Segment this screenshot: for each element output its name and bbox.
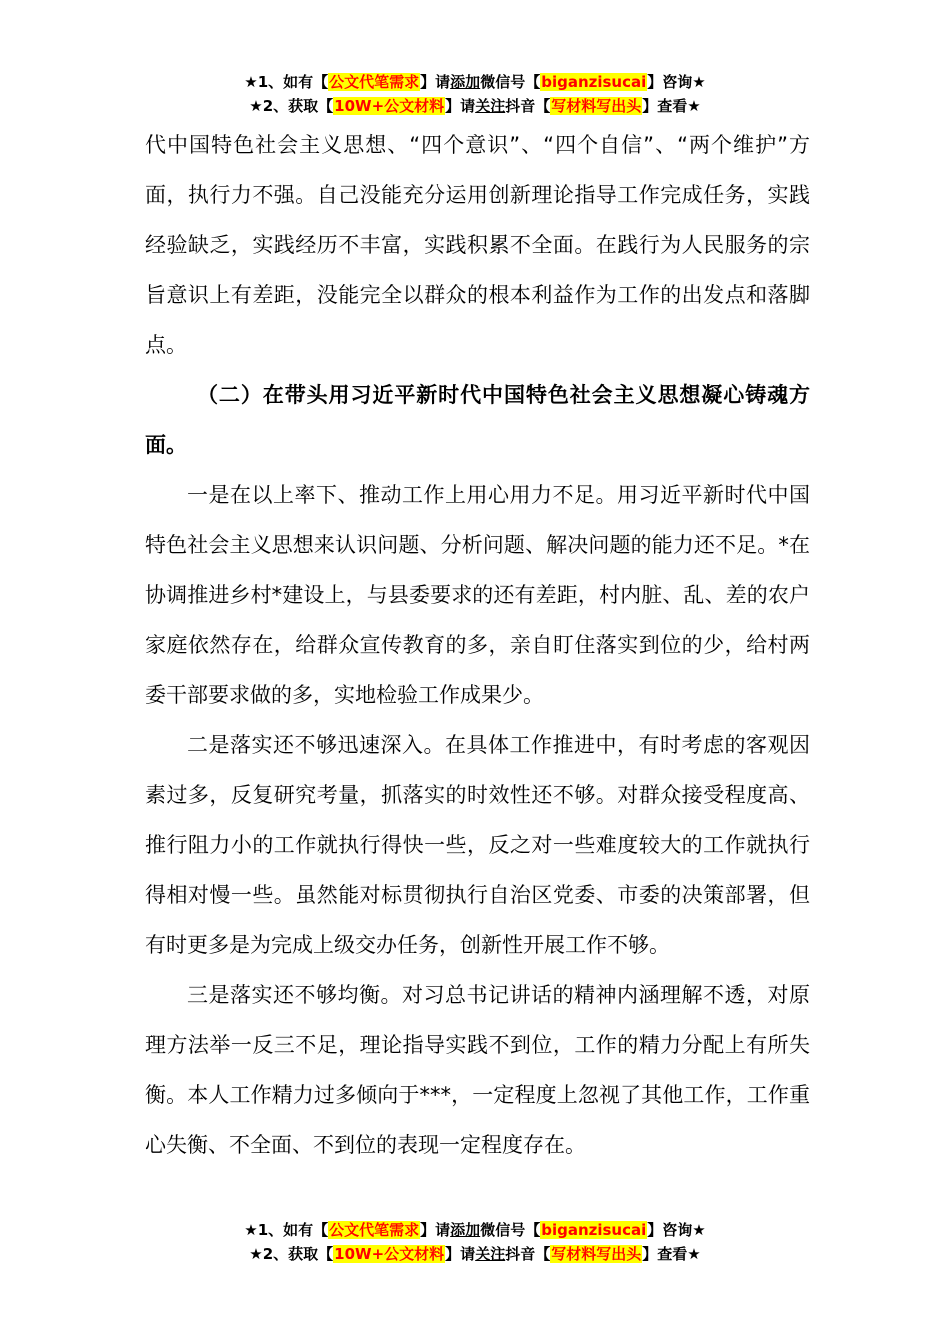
banner-line-materials — [0, 1242, 950, 1266]
star-icon: ★ — [687, 97, 701, 115]
underlined-text: 关注 — [475, 97, 506, 115]
banner-text: 抖音【 — [505, 97, 551, 115]
banner-line-consult — [0, 70, 950, 94]
star-icon: ★ — [692, 1221, 706, 1239]
highlight-materials: 10W+公文材料 — [334, 97, 445, 115]
banner-text: 】咨询 — [647, 1221, 693, 1239]
banner-line-consult — [0, 1218, 950, 1242]
highlight-douyin: 写材料写出头 — [551, 97, 642, 115]
paragraph-continued: 代中国特色社会主义思想、“四个意识”、“四个自信”、“两个维护”方面，执行力不强。自己没能充分运用创新理论指导工作完成任务，实践经验缺乏，实践经历不丰富，实践积累不全面。在践行为人民服务的宗旨意识上有差距，没能完全以群众的根本利益作为工作的出发点和落脚点。 — [145, 133, 810, 357]
banner-text: 】咨询 — [647, 73, 693, 91]
document-body — [145, 120, 810, 1170]
star-icon: ★ — [244, 1221, 258, 1239]
banner-text: 2、获取【 — [262, 97, 334, 115]
header-banner — [0, 70, 950, 118]
highlight-service: 公文代笔需求 — [329, 73, 420, 91]
highlight-wechat-id: biganzisucai — [541, 1221, 647, 1239]
star-icon: ★ — [249, 97, 263, 115]
underlined-text: 添加 — [450, 1221, 481, 1239]
highlight-wechat-id: biganzisucai — [541, 73, 647, 91]
banner-text: 】查看 — [642, 97, 688, 115]
banner-text: 2、获取【 — [262, 1245, 334, 1263]
banner-text: 1、如有【 — [257, 73, 329, 91]
banner-text: 1、如有【 — [257, 1221, 329, 1239]
banner-text: 】请 — [420, 73, 451, 91]
highlight-service: 公文代笔需求 — [329, 1221, 420, 1239]
banner-text: 抖音【 — [505, 1245, 551, 1263]
banner-text: 】查看 — [642, 1245, 688, 1263]
paragraph-point-three: 三是落实还不够均衡。对习总书记讲话的精神内涵理解不透，对原理方法举一反三不足，理论指导实践不到位，工作的精力分配上有所失衡。本人工作精力过多倾向于***，一定程度上忽视了其他工作，工作重心失衡、不全面、不到位的表现一定程度存在。 — [145, 983, 810, 1157]
highlight-materials: 10W+公文材料 — [334, 1245, 445, 1263]
underlined-text: 添加 — [450, 73, 481, 91]
paragraph-point-two: 二是落实还不够迅速深入。在具体工作推进中，有时考虑的客观因素过多，反复研究考量，抓落实的时效性还不够。对群众接受程度高、推行阻力小的工作就执行得快一些，反之对一些难度较大的工作就执行得相对慢一些。虽然能对标贯彻执行自治区党委、市委的决策部署，但有时更多是为完成上级交办任务，创新性开展工作不够。 — [145, 733, 810, 957]
banner-line-materials — [0, 94, 950, 118]
banner-text: 微信号【 — [480, 73, 541, 91]
star-icon: ★ — [692, 73, 706, 91]
banner-text: 】请 — [420, 1221, 451, 1239]
star-icon: ★ — [244, 73, 258, 91]
banner-text: 】请 — [445, 97, 476, 115]
section-heading: （二）在带头用习近平新时代中国特色社会主义思想凝心铸魂方面。 — [145, 383, 810, 457]
star-icon: ★ — [249, 1245, 263, 1263]
star-icon: ★ — [687, 1245, 701, 1263]
highlight-douyin: 写材料写出头 — [551, 1245, 642, 1263]
underlined-text: 关注 — [475, 1245, 506, 1263]
banner-text: 】请 — [445, 1245, 476, 1263]
footer-banner — [0, 1218, 950, 1266]
paragraph-point-one: 一是在以上率下、推动工作上用心用力不足。用习近平新时代中国特色社会主义思想来认识问题、分析问题、解决问题的能力还不足。*在协调推进乡村*建设上，与县委要求的还有差距，村内脏、乱、差的农户家庭依然存在，给群众宣传教育的多，亲自盯住落实到位的少，给村两委干部要求做的多，实地检验工作成果少。 — [145, 483, 810, 707]
banner-text: 微信号【 — [480, 1221, 541, 1239]
